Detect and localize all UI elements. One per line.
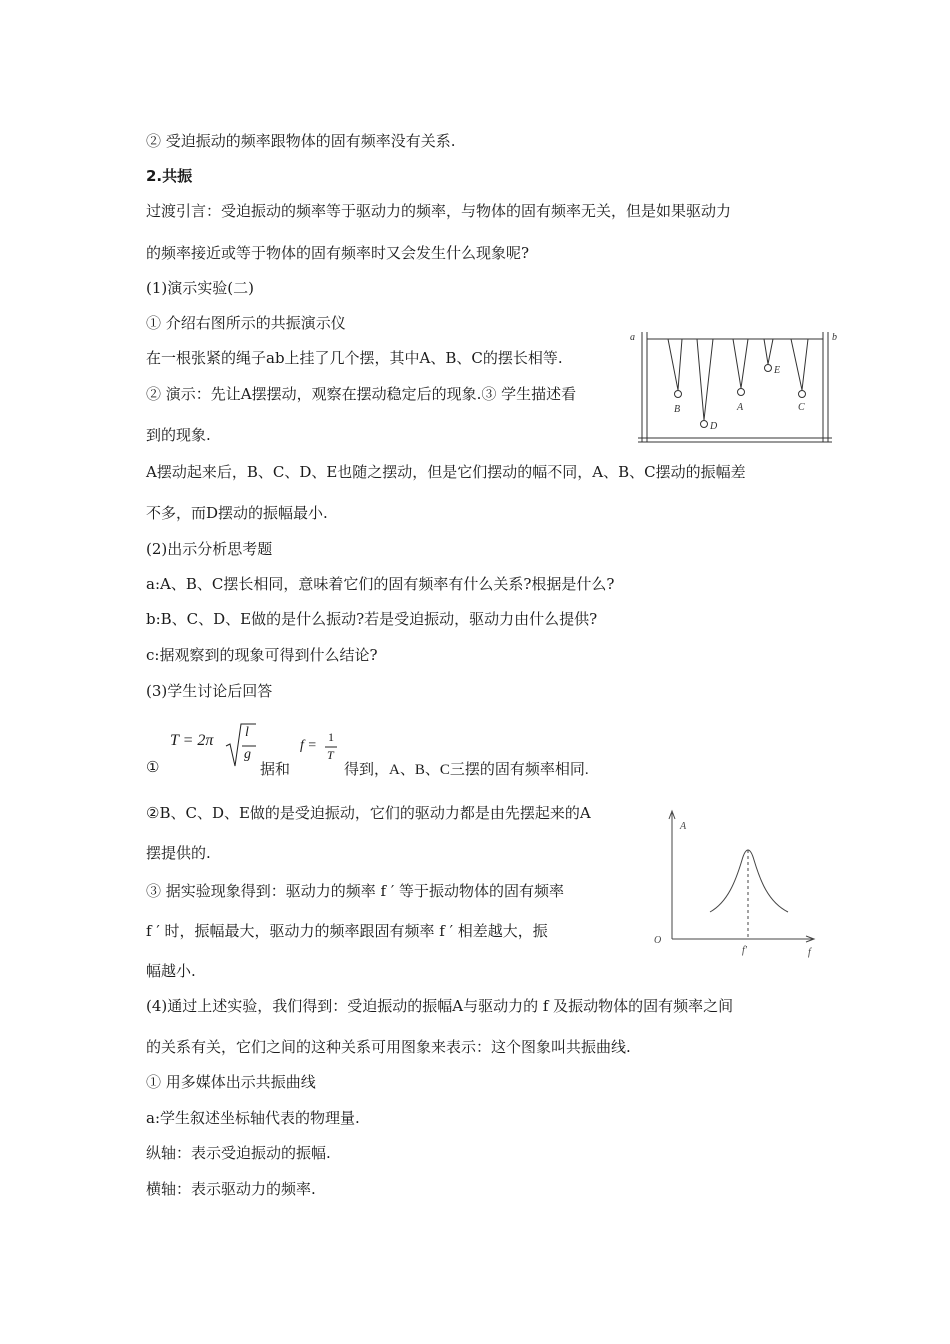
sqrt-numerator: l	[245, 725, 249, 740]
text-line: 过渡引言：受迫振动的频率等于驱动力的频率，与物体的固有频率无关，但是如果驱动力	[146, 202, 732, 220]
text-line: b:B、C、D、E做的是什么振动?若是受迫振动，驱动力由什么提供?	[146, 610, 598, 628]
sqrt-denominator: g	[244, 747, 251, 762]
text-line: 纵轴：表示受迫振动的振幅.	[146, 1144, 331, 1162]
fraction-denominator: T	[327, 748, 334, 762]
formula-line	[146, 722, 646, 782]
text-line: ② 受迫振动的频率跟物体的固有频率没有关系.	[146, 132, 456, 150]
text-line: 幅越小.	[146, 962, 196, 980]
pendulum-apparatus-figure	[628, 326, 844, 446]
text-line: ③ 据实验现象得到：驱动力的频率 f ′ 等于振动物体的固有频率	[146, 882, 565, 900]
resonance-curve-figure	[648, 805, 828, 965]
text-line: 在一根张紧的绳子ab上挂了几个摆，其中A、B、C的摆长相等.	[146, 349, 563, 367]
origin-label: O	[654, 935, 662, 946]
fraction-numerator: 1	[328, 730, 334, 744]
text-line: c:据观察到的现象可得到什么结论?	[146, 646, 378, 664]
text-line: 到的现象.	[146, 426, 211, 444]
text-line: (2)出示分析思考题	[146, 540, 273, 558]
peak-frequency-label: f′	[742, 945, 747, 956]
text-line: (1)演示实验(二)	[146, 279, 254, 297]
x-axis-label: f	[808, 947, 811, 958]
text-line: (4)通过上述实验，我们得到：受迫振动的振幅A与驱动力的 f 及振动物体的固有频率之间	[146, 997, 734, 1015]
text-and: 据和	[260, 762, 291, 778]
sqrt-symbol	[224, 722, 258, 772]
label-a: a	[630, 332, 635, 343]
text-line: a:学生叙述坐标轴代表的物理量.	[146, 1109, 360, 1127]
text-line: (3)学生讨论后回答	[146, 682, 273, 700]
text-line: ② 演示：先让A摆摆动，观察在摆动稳定后的现象.③ 学生描述看	[146, 385, 577, 403]
text-line: 摆提供的.	[146, 844, 211, 862]
text-line: ① 用多媒体出示共振曲线	[146, 1073, 316, 1091]
label-b: b	[832, 332, 837, 343]
text-line: ②B、C、D、E做的是受迫振动，它们的驱动力都是由先摆起来的A	[146, 804, 591, 822]
text-line: a:A、B、C摆长相同，意味着它们的固有频率有什么关系?根据是什么?	[146, 575, 615, 593]
period-formula: T = 2π	[170, 732, 214, 749]
bob-label-d: D	[710, 421, 718, 432]
y-axis-label: A	[680, 821, 687, 832]
text-line: 不多，而D摆动的振幅最小.	[146, 504, 328, 522]
bob-label-c: C	[798, 402, 805, 413]
text-conclusion: 得到，A、B、C三摆的固有频率相同.	[344, 762, 589, 778]
bob-label-b: B	[674, 404, 681, 415]
text-line: 的频率接近或等于物体的固有频率时又会发生什么现象呢?	[146, 244, 530, 262]
bob-label-e: E	[774, 365, 781, 376]
bob-label-a: A	[737, 402, 744, 413]
frequency-formula: f =	[300, 738, 317, 753]
text-line: A摆动起来后，B、C、D、E也随之摆动，但是它们摆动的幅不同，A、B、C摆动的振幅差	[146, 463, 746, 481]
text-line: ① 介绍右图所示的共振演示仪	[146, 314, 346, 332]
text-line: 横轴：表示驱动力的频率.	[146, 1180, 316, 1198]
circled-number: ①	[146, 760, 160, 776]
section-heading: 2.共振	[146, 167, 193, 185]
text-line: 的关系有关，它们之间的这种关系可用图象来表示：这个图象叫共振曲线.	[146, 1038, 631, 1056]
text-line: f ′ 时，振幅最大，驱动力的频率跟固有频率 f ′ 相差越大，振	[146, 922, 548, 940]
